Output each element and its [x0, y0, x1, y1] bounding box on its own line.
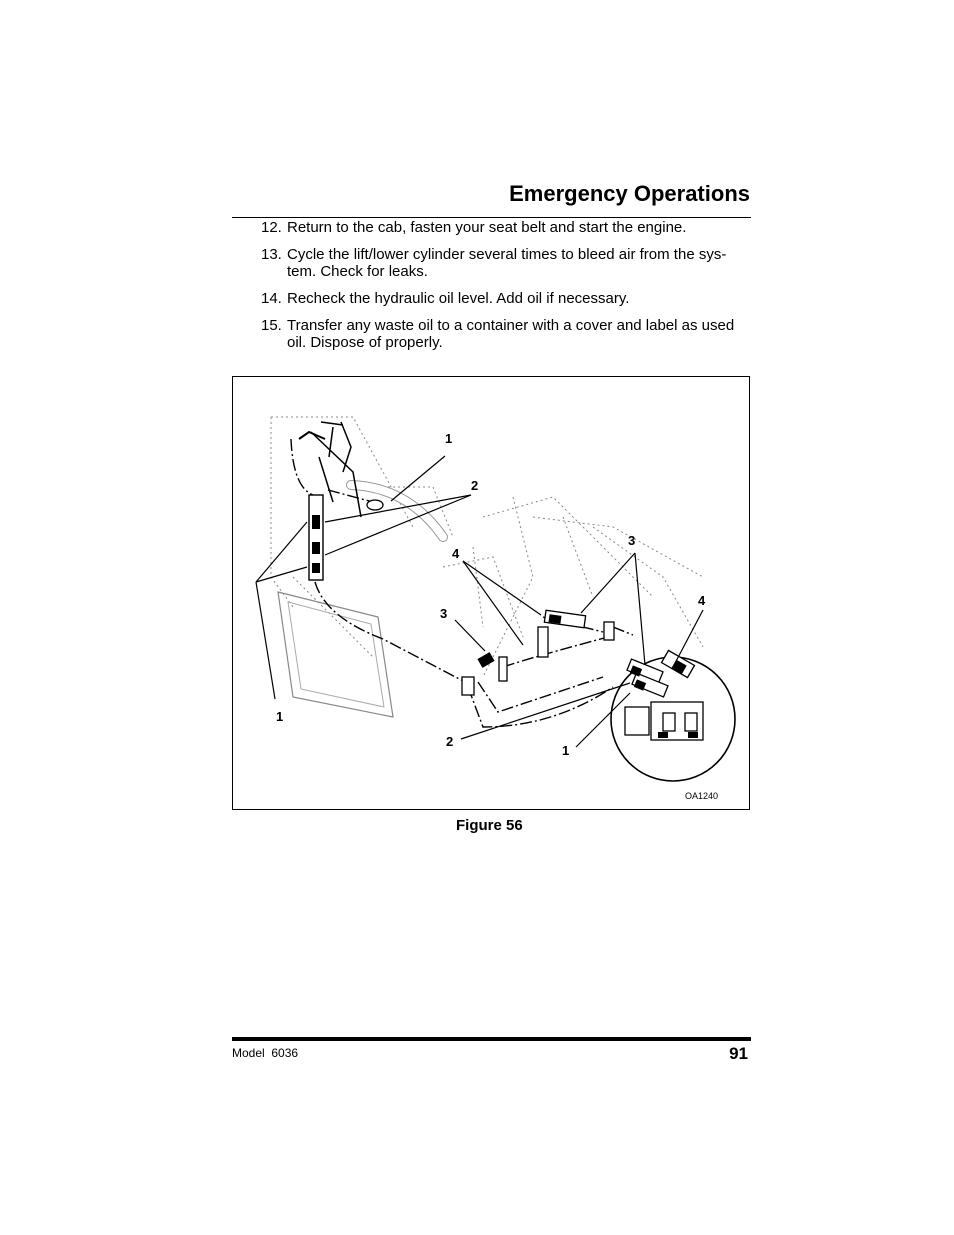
step-15	[261, 317, 751, 351]
model-label: Model 6036	[232, 1046, 299, 1060]
step-number: 15.	[261, 317, 282, 334]
step-12	[261, 219, 751, 236]
header-rule	[232, 217, 751, 218]
callout-label: 1	[276, 709, 284, 724]
step-text-line: Transfer any waste oil to a container with a cover and label as used	[287, 317, 735, 334]
callout-label: 4	[452, 546, 460, 561]
art-code: OA1240	[685, 791, 719, 801]
step-number: 12.	[261, 219, 282, 236]
step-text-line: tem. Check for leaks.	[287, 263, 428, 280]
step-text-line: Cycle the lift/lower cylinder several times to bleed air from the sys-	[287, 246, 727, 263]
footer-rule	[232, 1037, 751, 1041]
step-text: Return to the cab, fasten your seat belt and start the engine.	[287, 219, 687, 236]
hydraulic-hose-diagram	[233, 377, 749, 809]
step-13	[261, 246, 751, 280]
callout-label: 3	[440, 606, 448, 621]
callout-label: 3	[628, 533, 636, 548]
callout-label: 2	[471, 478, 479, 493]
step-text	[287, 317, 734, 351]
step-14	[261, 290, 751, 307]
step-number: 14.	[261, 290, 282, 307]
procedure-steps	[261, 219, 751, 361]
section-title: Emergency Operations	[509, 181, 750, 206]
step-text	[287, 246, 726, 280]
callout-label: 1	[562, 743, 570, 758]
figure-56-frame	[232, 376, 750, 810]
figure-caption: Figure 56	[456, 817, 523, 834]
step-text: Recheck the hydraulic oil level. Add oil if necessary.	[287, 290, 630, 307]
step-text-line: oil. Dispose of properly.	[287, 334, 443, 351]
page-number: 91	[729, 1044, 748, 1063]
step-number: 13.	[261, 246, 282, 263]
callout-label: 4	[698, 593, 706, 608]
callout-label: 1	[445, 431, 453, 446]
callout-label: 2	[446, 734, 454, 749]
